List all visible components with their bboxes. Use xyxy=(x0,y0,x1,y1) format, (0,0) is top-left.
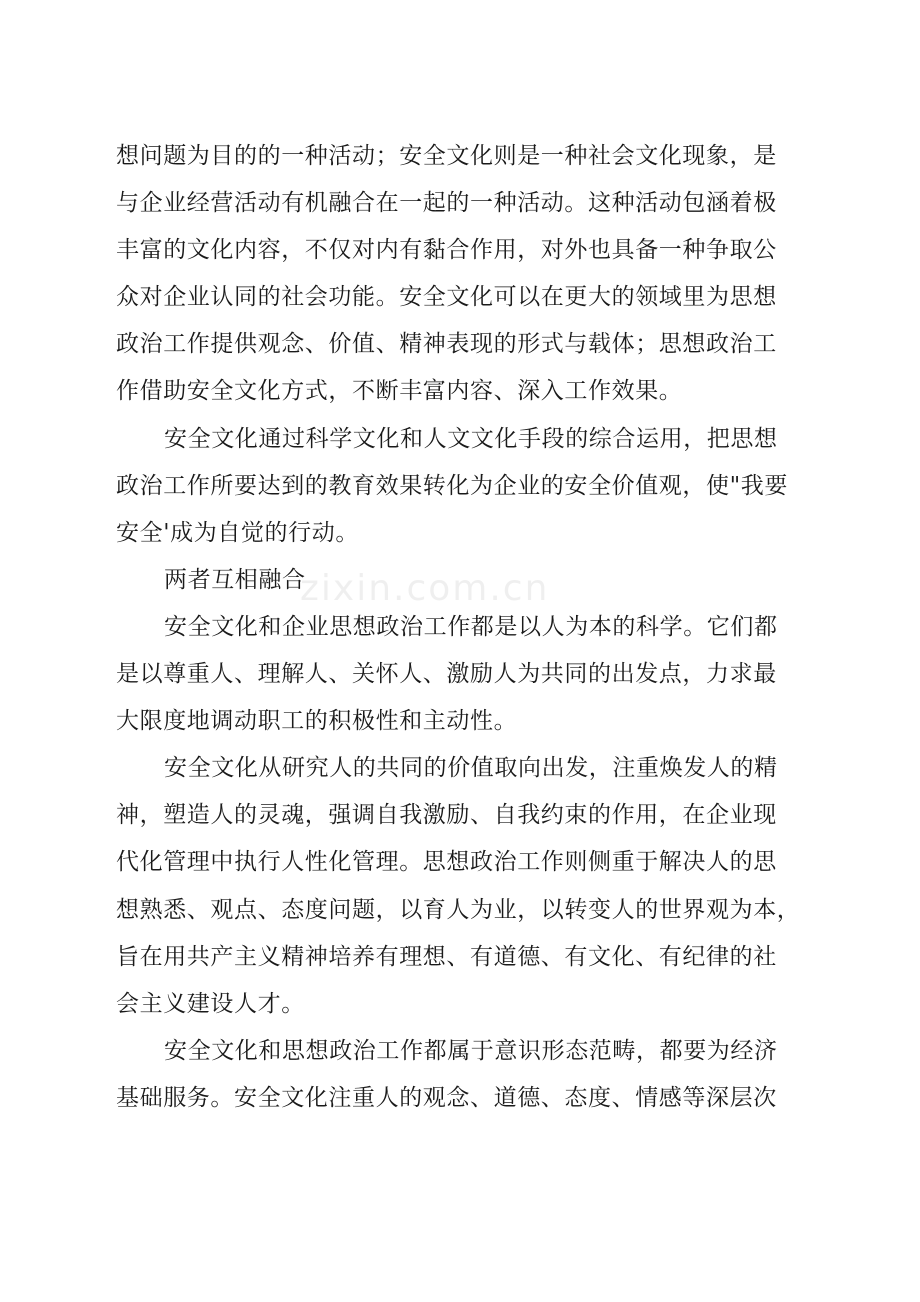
text-line: 神，塑造人的灵魂，强调自我激励、自我约束的作用，在企业现 xyxy=(116,802,777,829)
text-line: 大限度地调动职工的积极性和主动性。 xyxy=(116,708,518,735)
document-body xyxy=(116,133,806,1122)
text-line: 众对企业认同的社会功能。安全文化可以在更大的领域里为思想 xyxy=(116,284,777,311)
text-line: 与企业经营活动有机融合在一起的一种活动。这种活动包涵着极 xyxy=(116,190,777,217)
paragraph-first-line: 安全文化和企业思想政治工作都是以人为本的科学。它们都 xyxy=(164,613,778,640)
text-line: 政治工作所要达到的教育效果转化为企业的安全价值观，使"我要 xyxy=(116,472,788,499)
text-line: 政治工作提供观念、价值、精神表现的形式与载体；思想政治工 xyxy=(116,331,777,358)
text-line: 安全'成为自觉的行动。 xyxy=(116,519,359,546)
text-line: 作借助安全文化方式，不断丰富内容、深入工作效果。 xyxy=(116,378,683,405)
text-line: 是以尊重人、理解人、关怀人、激励人为共同的出发点，力求最 xyxy=(116,661,777,688)
paragraph-first-line: 安全文化通过科学文化和人文文化手段的综合运用，把思想 xyxy=(164,425,778,452)
text-line: 基础服务。安全文化注重人的观念、道德、态度、情感等深层次 xyxy=(116,1084,777,1111)
paragraph-first-line: 安全文化从研究人的共同的价值取向出发，注重焕发人的精 xyxy=(164,755,778,782)
text-line: 想问题为目的的一种活动；安全文化则是一种社会文化现象，是 xyxy=(116,143,777,169)
text-line: 代化管理中执行人性化管理。思想政治工作则侧重于解决人的思 xyxy=(116,849,777,876)
section-heading: 两者互相融合 xyxy=(164,566,306,593)
text-line: 会主义建设人才。 xyxy=(116,990,305,1017)
watermark-text: zixin.com.cn xyxy=(300,568,550,609)
text-line: 旨在用共产主义精神培养有理想、有道德、有文化、有纪律的社 xyxy=(116,943,777,970)
text-line: 想熟悉、观点、态度问题，以育人为业，以转变人的世界观为本， xyxy=(116,896,801,923)
text-line: 丰富的文化内容，不仅对内有黏合作用，对外也具备一种争取公 xyxy=(116,237,777,264)
paragraph-first-line: 安全文化和思想政治工作都属于意识形态范畴，都要为经济 xyxy=(164,1037,778,1064)
